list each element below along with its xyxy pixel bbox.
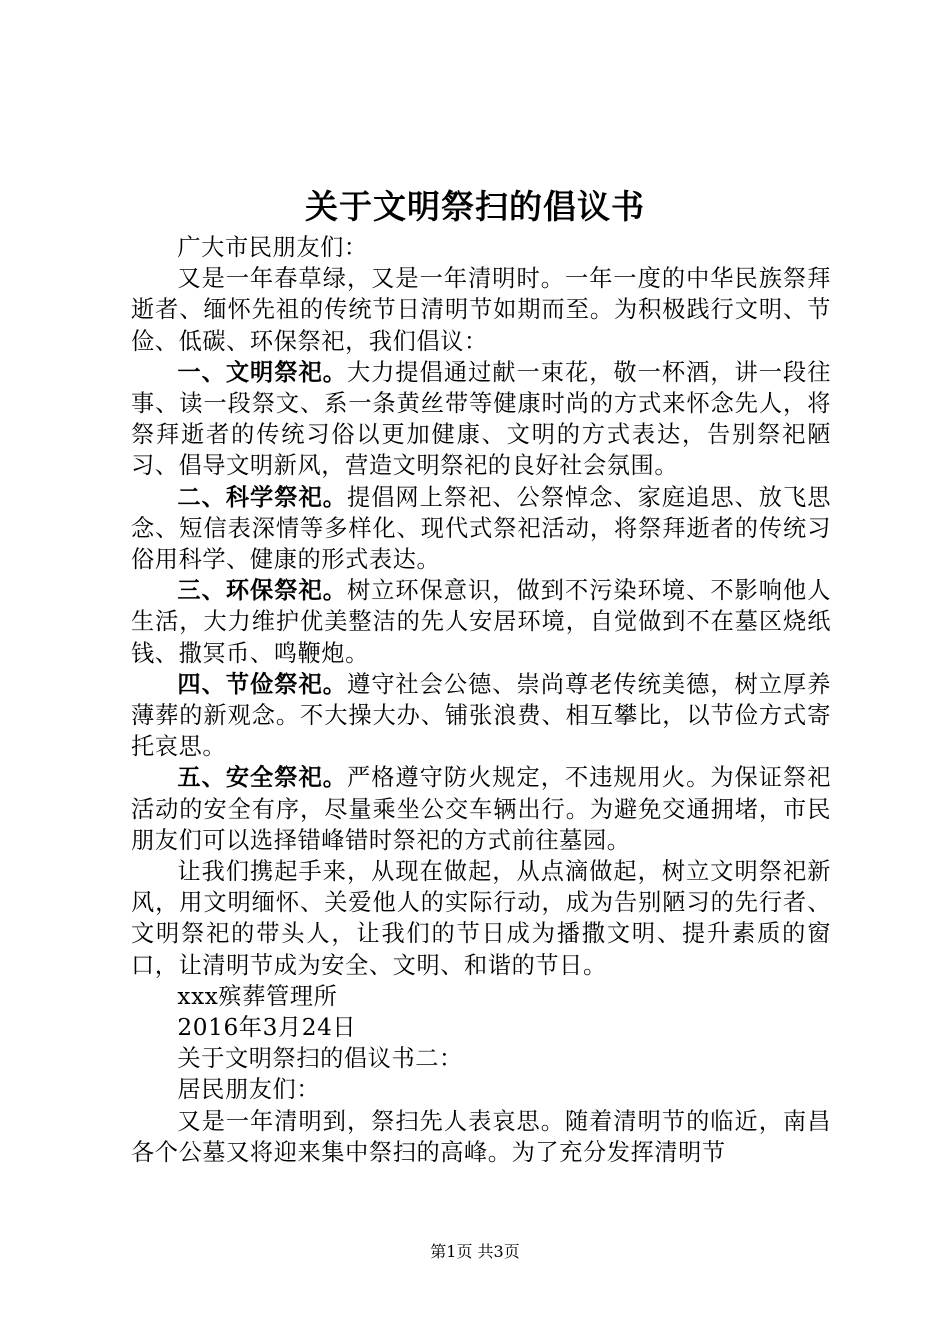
date: 2016年3月24日 [177,1014,357,1042]
intro-paragraph: 又是一年春草绿，又是一年清明时。一年一度的中华民族祭拜逝者、缅怀先祖的传统节日清明节如期而至。为积极践行文明、节俭、低碳、环保祭祀，我们倡议： [131,265,831,355]
proposal-text: 严格遵守防火规定，不违规用火。为保证祭祀活动的安全有序，尽量乘坐公交车辆出行。为避免交通拥堵，市民朋友们可以选择错峰错时祭祀的方式前往墓园。 [131,764,832,854]
salutation: 广大市民朋友们： [177,234,368,261]
proposal-heading: 五、安全祭祀。 [177,764,347,792]
proposal-text: 遵守社会公德、崇尚尊老传统美德，树立厚养薄葬的新观念。不大操大办、铺张浪费、相互攀比，以节俭方式寄托哀思。 [131,670,832,761]
proposal-heading: 二、科学祭祀。 [177,483,347,511]
page-footer [0,1240,950,1264]
proposal-item-2 [131,482,831,576]
proposal-text: 树立环保意识，做到不污染环境、不影响他人生活，大力维护优美整洁的先人安居环境，自觉做到不在墓区烧纸钱、撒冥币、鸣鞭炮。 [131,577,832,667]
proposal-item-5 [131,762,831,856]
proposal-item-1 [131,357,831,482]
second-title: 关于文明祭扫的倡议书二： [177,1045,463,1073]
signature: xxx殡葬管理所 [177,982,338,1010]
document-body [131,232,831,1168]
proposal-text: 提倡网上祭祀、公祭悼念、家庭追思、放飞思念、短信表深情等多样化、现代式祭祀活动，将祭拜逝者的传统习俗用科学、健康的形式表达。 [131,483,832,574]
page-indicator: 第1页 共3页 [430,1242,520,1261]
proposal-heading: 一、文明祭祀。 [177,358,347,386]
closing-paragraph: 让我们携起手来，从现在做起，从点滴做起，树立文明祭祀新风，用文明缅怀、关爱他人的实际行动，成为告别陋习的先行者、文明祭祀的带头人，让我们的节日成为播撒文明、提升素质的窗口，让清明节成为安全、文明、和谐的节日。 [131,858,831,979]
document-title: 关于文明祭扫的倡议书 [305,187,645,226]
second-intro-paragraph: 又是一年清明到，祭扫先人表哀思。随着清明节的临近，南昌各个公墓又将迎来集中祭扫的高峰。为了充分发挥清明节 [131,1107,831,1166]
proposal-heading: 四、节俭祭祀。 [177,670,347,698]
proposal-item-4 [131,669,831,763]
proposal-text: 大力提倡通过献一束花，敬一杯酒，讲一段往事、读一段祭文、系一条黄丝带等健康时尚的方式来怀念先人，将祭拜逝者的传统习俗以更加健康、文明的方式表达，告别祭祀陋习、倡导文明新风，营造文明祭祀的良好社会氛围。 [131,358,832,480]
proposal-item-3 [131,575,831,669]
proposal-heading: 三、环保祭祀。 [177,577,347,605]
second-salutation: 居民朋友们： [177,1076,321,1104]
